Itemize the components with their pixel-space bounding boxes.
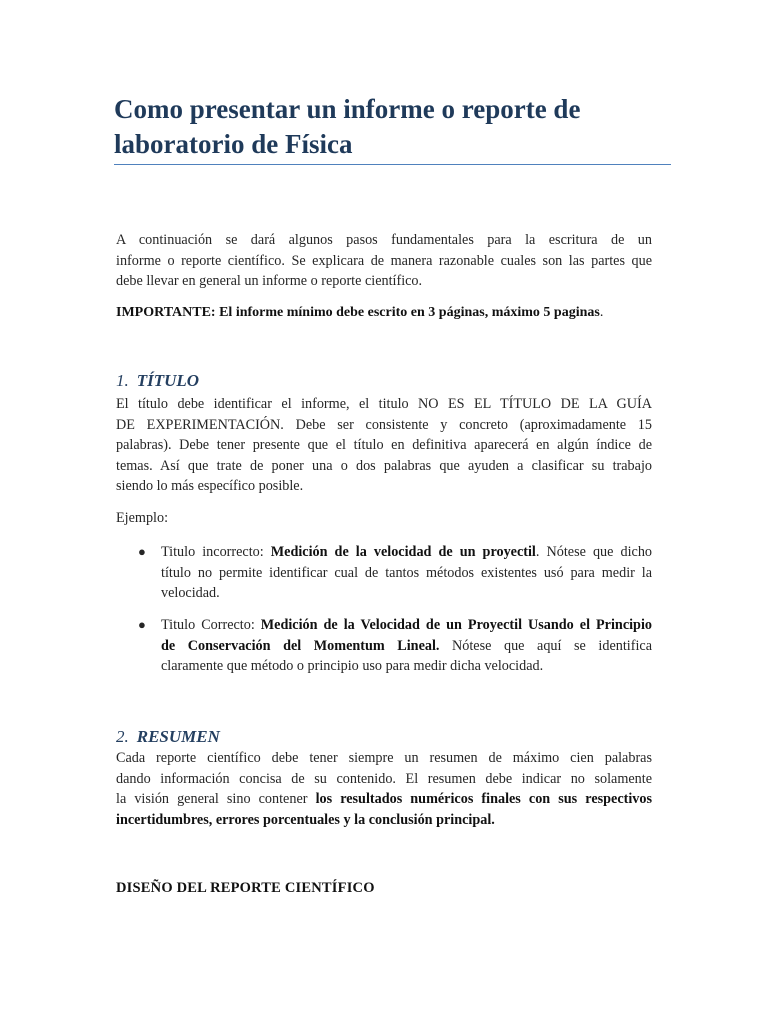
important-label: IMPORTANTE: [116,305,216,320]
section-1-line: temas. Así que trate de poner una o dos palabras que ayuden a clasificar su trabajo [116,457,652,474]
important-text: El informe mínimo debe escrito en 3 páginas, máximo 5 paginas [219,305,600,320]
example-label: Ejemplo: [116,510,169,526]
section-2-line: Cada reporte científico debe tener siempre un resumen de máximo cien palabras [116,750,652,766]
document-title [114,92,671,162]
section-2-heading [116,726,220,748]
bullet-line: claramente que método o principio uso para medir dicha velocidad. [161,658,544,675]
section-1-title: TÍTULO [136,371,200,390]
section-2-line: dando información concisa de su contenido. El resumen debe indicar no solamente [116,770,652,787]
important-note [116,303,603,323]
section-1-line: palabras). Debe tener presente que el título en definitiva aparecerá en algún índice de [116,437,652,454]
section-2-title: RESUMEN [136,727,220,746]
section-1-line: El título debe identificar el informe, el titulo NO ES EL TÍTULO DE LA GUÍA [116,396,652,412]
bullet-text [161,615,652,677]
bullet-text [161,542,652,604]
title-line-2: laboratorio de Física [114,129,353,159]
section-1-line: siendo lo más específico posible. [116,478,304,495]
section-2-line: la visión general sino contener los resultados numéricos finales con sus respectivos [116,791,652,808]
intro-paragraph [116,230,652,292]
bullet-icon: ● [138,544,146,559]
bullet-line: Titulo incorrecto: Medición de la velocidad de un proyectil. Nótese que dicho [161,544,653,560]
important-tail: . [599,305,604,320]
bullet-line: título no permite identificar cual de tantos métodos existentes usó para medir la [161,564,652,581]
design-heading: DISEÑO DEL REPORTE CIENTÍFICO [116,880,375,896]
title-line-1: Como presentar un informe o reporte de [114,94,581,124]
document-title-block [114,92,671,165]
bullet-line: velocidad. [161,585,220,602]
intro-line: informe o reporte científico. Se explicara de manera razonable cuales son las partes que [116,252,652,269]
bullet-icon: ● [138,617,146,632]
intro-line: A continuación se dará algunos pasos fundamentales para la escritura de un [116,232,652,248]
section-2-line: incertidumbres, errores porcentuales y la conclusión principal. [116,811,495,828]
section-1-heading [116,370,199,392]
intro-line: debe llevar en general un informe o reporte científico. [116,273,423,290]
bullet-line: Titulo Correcto: Medición de la Velocidad de un Proyectil Usando el Principio [161,617,652,633]
section-1-paragraph [116,394,652,497]
section-2-number: 2. [116,727,129,746]
section-1-line: DE EXPERIMENTACIÓN. Debe ser consistente y concreto (aproximadamente 15 [116,416,652,433]
section-1-number: 1. [116,371,129,390]
section-2-paragraph [116,748,652,830]
bullet-line: de Conservación del Momentum Lineal. Nótese que aquí se identifica [161,637,652,654]
